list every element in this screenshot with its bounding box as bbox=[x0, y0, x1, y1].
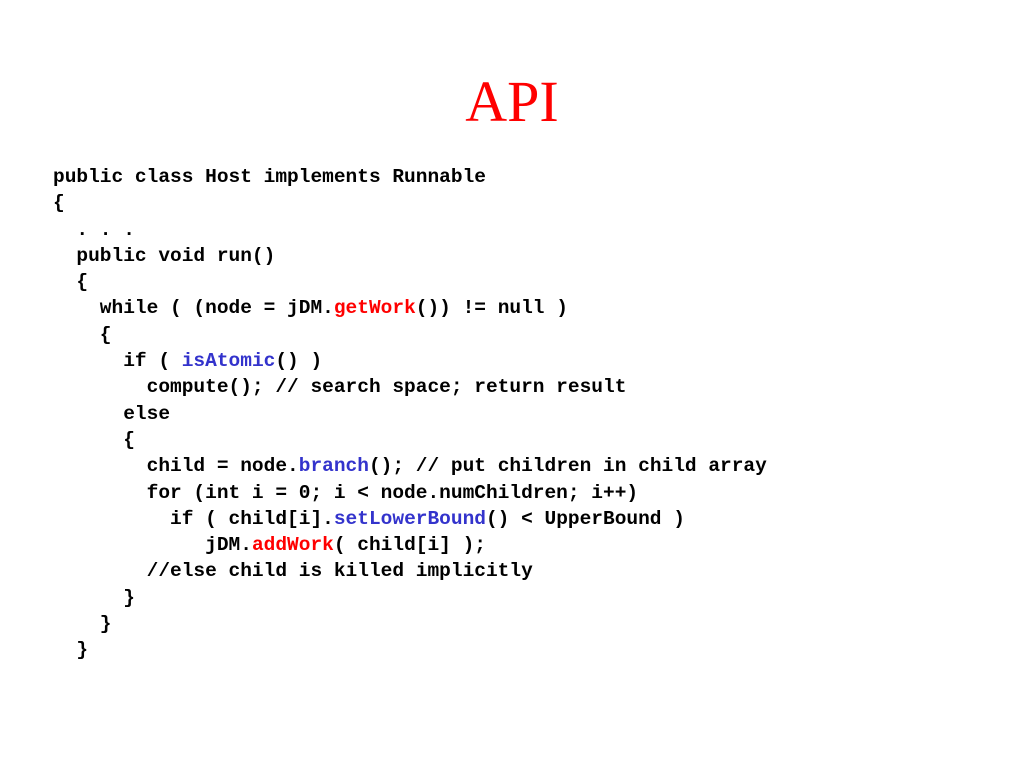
code-line bbox=[53, 480, 767, 506]
slide-title: API bbox=[465, 69, 559, 134]
code-text: //else child is killed implicitly bbox=[53, 560, 533, 583]
code-text: } bbox=[53, 586, 135, 609]
code-line bbox=[53, 637, 767, 663]
code-text: () < UpperBound ) bbox=[485, 507, 685, 530]
code-text: if ( child[i]. bbox=[53, 507, 334, 530]
code-text: compute(); // search space; return result bbox=[53, 376, 627, 399]
code-text: for (int i = 0; i < node.numChildren; i++) bbox=[53, 481, 639, 504]
code-text: { bbox=[53, 428, 135, 451]
code-line bbox=[53, 348, 767, 374]
code-text: ()) != null ) bbox=[415, 297, 568, 320]
code-text: . . . bbox=[53, 218, 135, 241]
code-text: () ) bbox=[275, 350, 323, 373]
code-highlight: getWork bbox=[333, 297, 416, 320]
code-line bbox=[53, 453, 767, 479]
code-line bbox=[53, 164, 767, 190]
code-highlight: isAtomic bbox=[181, 350, 276, 373]
code-text: (); // put children in child array bbox=[368, 455, 767, 478]
code-highlight: setLowerBound bbox=[333, 507, 486, 530]
code-text: if ( bbox=[53, 350, 182, 373]
code-text: } bbox=[53, 613, 112, 636]
code-line bbox=[53, 243, 767, 269]
code-highlight: branch bbox=[298, 455, 369, 478]
code-line bbox=[53, 401, 767, 427]
code-line bbox=[53, 269, 767, 295]
code-line bbox=[53, 427, 767, 453]
code-line bbox=[53, 217, 767, 243]
code-text: child = node. bbox=[53, 455, 299, 478]
code-line bbox=[53, 295, 767, 321]
code-highlight: addWork bbox=[251, 534, 334, 557]
code-text: { bbox=[53, 271, 89, 294]
code-line bbox=[53, 506, 767, 532]
code-text: { bbox=[53, 192, 65, 215]
code-text: } bbox=[53, 639, 89, 662]
code-text: public void run() bbox=[53, 244, 276, 267]
code-line bbox=[53, 558, 767, 584]
code-line bbox=[53, 611, 767, 637]
code-line bbox=[53, 322, 767, 348]
code-text: { bbox=[53, 323, 112, 346]
code-text: else bbox=[53, 402, 171, 425]
code-line bbox=[53, 190, 767, 216]
code-text: while ( (node = jDM. bbox=[53, 297, 334, 320]
code-text: jDM. bbox=[53, 534, 252, 557]
code-text: public class Host implements Runnable bbox=[53, 166, 486, 188]
code-line bbox=[53, 374, 767, 400]
code-line bbox=[53, 585, 767, 611]
code-text: ( child[i] ); bbox=[333, 534, 486, 557]
code-line bbox=[53, 532, 767, 558]
code-block bbox=[53, 164, 767, 664]
